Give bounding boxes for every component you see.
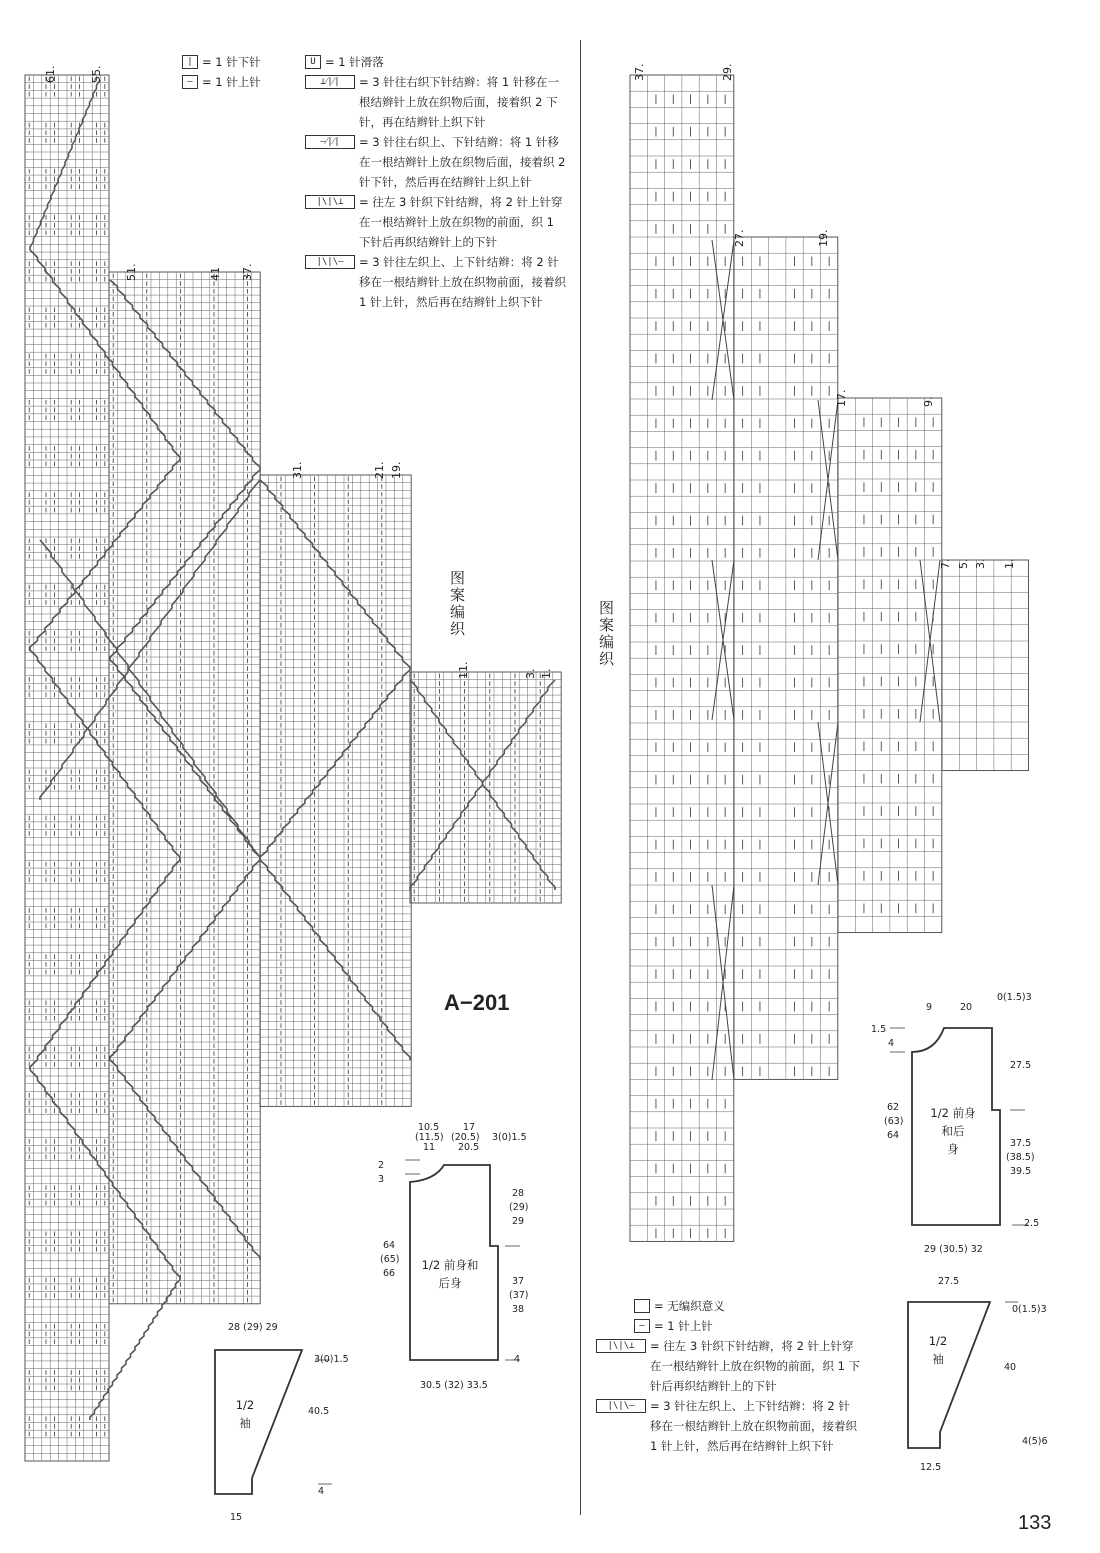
dim: 27.5 [938, 1276, 960, 1287]
dim: 2 [378, 1160, 385, 1171]
left-cable-knit-icon: |\|\⊥ [305, 195, 355, 209]
dim: 4 [888, 1038, 895, 1049]
page-divider [580, 40, 581, 1515]
left-chart-num: 41 [209, 267, 222, 281]
dim: 0(1.5)3 [997, 992, 1032, 1003]
chart-label-left: 图案编织 [448, 570, 466, 638]
legend-text: = 无编织意义 [654, 1299, 725, 1313]
dim: 3(0)1.5 [314, 1354, 349, 1365]
left-chart-num: 51. [125, 263, 138, 281]
dim: 29 (30.5) 32 [924, 1244, 983, 1255]
dim: 37 [512, 1276, 525, 1287]
dim: 39.5 [1010, 1166, 1032, 1177]
left-chart-block-c [260, 475, 411, 1106]
legend-top-right [305, 52, 567, 312]
legend-text: = 3 针往右织下针结辫：将 1 针移在一根结辫针上放在织物后面，接着织 2 下针，再在结辫针上织下针 [359, 75, 559, 129]
sleeve-label: 1/2 袖 [235, 1398, 255, 1430]
dim: 11 [423, 1142, 436, 1153]
dim: 28 [512, 1188, 525, 1199]
right-chart-num: 1. [1003, 558, 1016, 569]
left-chart-num: 19. [390, 461, 403, 479]
left-chart-num: 3. [524, 668, 537, 679]
left-cable-knit-icon: |\|\⊥ [596, 1339, 646, 1353]
right-chart-num: 37. [633, 63, 646, 81]
dim: 37.5 [1010, 1138, 1032, 1149]
left-chart-num: 21. [373, 461, 386, 479]
left-chart-num: 37. [241, 263, 254, 281]
right-chart-num: 9. [922, 396, 935, 407]
legend-text: = 1 针下针 [202, 55, 261, 69]
right-chart-num: 3. [974, 558, 987, 569]
dim: 4(5)6 [1022, 1436, 1048, 1447]
dim: 28 (29) 29 [228, 1322, 278, 1333]
legend-text: = 往左 3 针织下针结辫，将 2 针上针穿在一根结辫针上放在织物的前面，织 1 下针后再织结辫针上的下针 [650, 1339, 861, 1393]
pattern-title: A−201 [444, 990, 510, 1015]
dim: (29) [509, 1202, 529, 1213]
right-chart-num: 29. [721, 63, 734, 81]
purl-stitch-icon: — [634, 1319, 650, 1333]
right-chart-num: 17. [835, 389, 848, 407]
page-number: 133 [1018, 1512, 1052, 1534]
right-chart-num: 7. [939, 558, 952, 569]
dim: 40.5 [308, 1406, 330, 1417]
legend-top-left [182, 52, 302, 92]
body-label: 1/2 前身和 后身 [421, 1258, 479, 1290]
purl-stitch-icon: — [182, 75, 198, 89]
dim: (37) [509, 1290, 529, 1301]
knit-stitch-icon: | [182, 55, 198, 69]
dim: 10.5 [418, 1122, 440, 1133]
dim: 27.5 [1010, 1060, 1032, 1071]
right-cable-purl-icon: —⁄|⁄| [305, 135, 355, 149]
body-label: 1/2 前身 和后 身 [930, 1106, 976, 1156]
chart-label-right: 图案编织 [597, 600, 615, 668]
dim: (38.5) [1006, 1152, 1035, 1163]
right-chart-block-d [942, 560, 1029, 771]
right-chart-num: 19. [817, 229, 830, 247]
legend-text: = 1 针滑落 [325, 55, 384, 69]
dim: 9 [926, 1002, 933, 1013]
dim: (11.5) [415, 1132, 444, 1143]
left-chart-block-b [109, 272, 260, 1304]
legend-text: = 1 针上针 [202, 75, 261, 89]
left-chart-num: 61. [44, 65, 57, 83]
dim: 3(0)1.5 [492, 1132, 527, 1143]
right-chart-cables [712, 240, 940, 1080]
dim: 4 [318, 1486, 325, 1497]
dim: 1.5 [871, 1024, 887, 1035]
dim: 64 [887, 1130, 900, 1141]
legend-text: = 1 针上针 [654, 1319, 713, 1333]
dim: (20.5) [451, 1132, 480, 1143]
right-chart-block-b [734, 237, 838, 1079]
left-chart-num: 1. [540, 668, 553, 679]
dim: 62 [887, 1102, 900, 1113]
right-chart-block-a [630, 75, 734, 1241]
dim: 30.5 (32) 33.5 [420, 1380, 488, 1391]
dim: 15 [230, 1512, 243, 1523]
dim: 38 [512, 1304, 525, 1315]
dim: 4 [514, 1354, 521, 1365]
dim: 12.5 [920, 1462, 942, 1473]
legend-text: = 往左 3 针织下针结辫，将 2 针上针穿在一根结辫针上放在织物的前面，织 1 下针后再织结辫针上的下针 [359, 195, 563, 249]
dim: 20.5 [458, 1142, 480, 1153]
left-chart-num: 11. [457, 661, 470, 679]
left-cable-purl-icon: |\|\— [596, 1399, 646, 1413]
legend-text: = 3 针往左织上、上下针结辫：将 2 针移在一根结辫针上放在织物前面，接着织 1 针上针，然后再在结辫针上织下针 [359, 255, 566, 309]
right-chart-num: 5. [957, 558, 970, 569]
dim: 3 [378, 1174, 385, 1185]
left-chart-num: 31. [291, 461, 304, 479]
dim: (65) [380, 1254, 400, 1265]
dim: 66 [383, 1268, 396, 1279]
dim: 64 [383, 1240, 396, 1251]
drop-stitch-icon: U [305, 55, 321, 69]
right-chart-num: 27. [733, 229, 746, 247]
legend-bottom [596, 1296, 861, 1456]
dim: 20 [960, 1002, 973, 1013]
right-chart-block-c [838, 398, 942, 933]
legend-text: = 3 针往左织上、上下针结辫：将 2 针移在一根结辫针上放在织物前面，接着织 1 针上针，然后再在结辫针上织下针 [650, 1399, 857, 1453]
dim: 2.5 [1024, 1218, 1040, 1229]
legend-text: = 3 针往右织上、下针结辫：将 1 针移在一根结辫针上放在织物后面，接着织 2 针下针，然后再在结辫针上织上针 [359, 135, 566, 189]
no-stitch-icon [634, 1299, 650, 1313]
sleeve-label: 1/2 袖 [928, 1334, 948, 1366]
dim: 17 [463, 1122, 476, 1133]
right-cable-knit-icon: ⊥⁄|⁄| [305, 75, 355, 89]
left-chart-num: 55. [90, 65, 103, 83]
left-cable-purl-icon: |\|\— [305, 255, 355, 269]
left-chart-block-a [25, 75, 109, 1461]
dim: 40 [1004, 1362, 1017, 1373]
dim: (63) [884, 1116, 904, 1127]
dim: 0(1.5)3 [1012, 1304, 1047, 1315]
dim: 29 [512, 1216, 525, 1227]
